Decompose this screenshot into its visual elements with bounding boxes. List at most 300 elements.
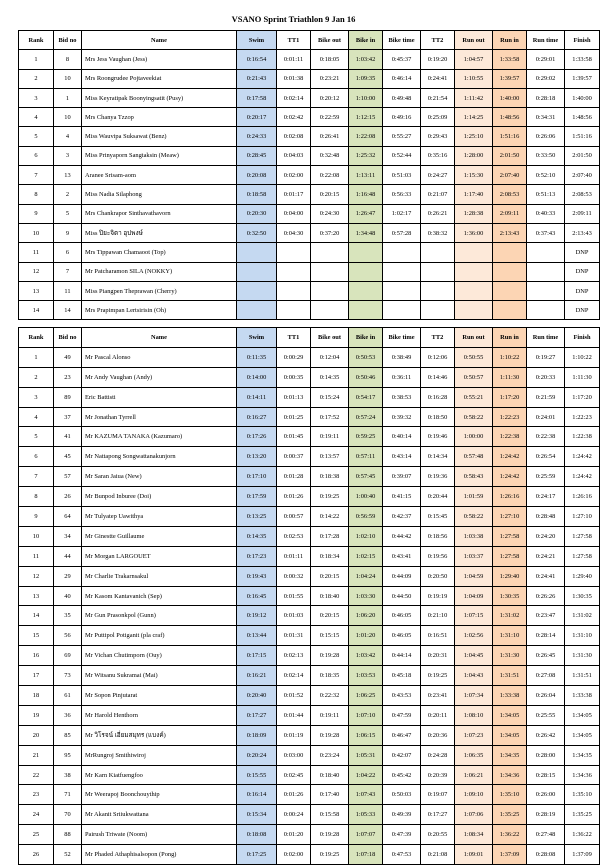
cell-finish: 1:31:30 — [565, 646, 600, 666]
cell-bib-no: 73 — [54, 666, 82, 686]
men-results-table — [18, 327, 600, 865]
cell-run-time: 0:21:59 — [527, 387, 565, 407]
cell-name: Mr Tulyatep Uawithya — [82, 507, 237, 527]
cell-tt1: 0:01:38 — [277, 69, 311, 88]
cell-run-out: 1:04:59 — [455, 566, 493, 586]
header-bib-no: Bid no — [54, 328, 82, 348]
cell-bike-out: 0:18:35 — [311, 666, 349, 686]
cell-run-time: 0:23:47 — [527, 606, 565, 626]
header-swim: Swim — [237, 31, 277, 50]
header-run-time: Run time — [527, 328, 565, 348]
cell-finish: 1:29:40 — [565, 566, 600, 586]
table-row — [19, 686, 600, 706]
cell-tt2: 0:24:41 — [421, 69, 455, 88]
cell-bike-in: 1:06:15 — [349, 725, 383, 745]
table-row — [19, 108, 600, 127]
cell-bike-time — [383, 301, 421, 320]
cell-tt2: 0:19:19 — [421, 586, 455, 606]
cell-swim: 0:16:54 — [237, 50, 277, 69]
cell-tt1: 0:01:44 — [277, 705, 311, 725]
cell-name: Miss Prinyaporn Sangtaksin (Meaw) — [82, 146, 237, 165]
cell-run-in: 1:36:22 — [493, 825, 527, 845]
cell-run-out: 1:25:10 — [455, 127, 493, 146]
cell-tt2: 0:35:16 — [421, 146, 455, 165]
cell-swim — [237, 243, 277, 262]
cell-bike-in: 1:12:15 — [349, 108, 383, 127]
cell-bike-out: 0:18:34 — [311, 546, 349, 566]
cell-bike-out: 0:19:11 — [311, 427, 349, 447]
cell-run-in: 1:31:10 — [493, 626, 527, 646]
cell-run-out — [455, 301, 493, 320]
cell-rank: 6 — [19, 447, 54, 467]
cell-bike-in: 1:00:40 — [349, 487, 383, 507]
men-results-body — [19, 347, 600, 864]
cell-run-in: 1:24:42 — [493, 447, 527, 467]
cell-bike-out: 0:18:40 — [311, 586, 349, 606]
cell-name: Miss Keyratipak Boonyingsatit (Pusy) — [82, 88, 237, 107]
cell-swim: 0:16:21 — [237, 666, 277, 686]
table-row — [19, 507, 600, 527]
cell-tt1: 0:00:24 — [277, 805, 311, 825]
cell-run-time: 0:28:48 — [527, 507, 565, 527]
cell-bike-out: 0:19:28 — [311, 646, 349, 666]
header-run-in: Run in — [493, 31, 527, 50]
cell-bike-out: 0:23:21 — [311, 69, 349, 88]
cell-name: Mr Witsanu Sukramai (Mai) — [82, 666, 237, 686]
cell-bib-no: 57 — [54, 467, 82, 487]
header-bike-time: Bike time — [383, 31, 421, 50]
cell-bib-no: 5 — [54, 204, 82, 223]
cell-name: Mr Harold Henthorn — [82, 705, 237, 725]
cell-rank: 9 — [19, 507, 54, 527]
cell-bike-in: 1:25:32 — [349, 146, 383, 165]
cell-bike-out: 0:24:30 — [311, 204, 349, 223]
cell-tt2: 0:38:32 — [421, 223, 455, 242]
cell-bike-in: 1:06:25 — [349, 686, 383, 706]
cell-tt1: 0:02:13 — [277, 646, 311, 666]
cell-bike-in — [349, 281, 383, 300]
cell-bike-in: 1:02:15 — [349, 546, 383, 566]
cell-bib-no: 56 — [54, 626, 82, 646]
cell-bike-time: 0:57:28 — [383, 223, 421, 242]
cell-tt1: 0:01:28 — [277, 467, 311, 487]
cell-rank: 18 — [19, 686, 54, 706]
table-row — [19, 185, 600, 204]
cell-tt1 — [277, 243, 311, 262]
cell-run-out: 0:58:22 — [455, 507, 493, 527]
cell-run-time: 0:26:42 — [527, 725, 565, 745]
cell-tt2: 0:29:43 — [421, 127, 455, 146]
cell-swim: 0:13:44 — [237, 626, 277, 646]
cell-bike-time: 0:47:59 — [383, 705, 421, 725]
cell-run-time — [527, 301, 565, 320]
cell-bike-out: 0:15:24 — [311, 387, 349, 407]
cell-swim: 0:16:27 — [237, 407, 277, 427]
cell-bike-out: 0:22:32 — [311, 686, 349, 706]
cell-run-time: 0:24:21 — [527, 546, 565, 566]
cell-run-in: 1:33:58 — [493, 50, 527, 69]
cell-run-in: 1:33:38 — [493, 686, 527, 706]
table-row — [19, 745, 600, 765]
cell-bike-in — [349, 243, 383, 262]
cell-bike-out: 0:15:15 — [311, 626, 349, 646]
cell-swim: 0:18:08 — [237, 825, 277, 845]
cell-rank: 2 — [19, 367, 54, 387]
cell-name: Mr Jonathan Tyrrell — [82, 407, 237, 427]
cell-bike-in: 0:56:59 — [349, 507, 383, 527]
cell-run-time: 0:34:31 — [527, 108, 565, 127]
cell-tt1: 0:00:57 — [277, 507, 311, 527]
header-rank: Rank — [19, 328, 54, 348]
cell-run-in: 1:26:16 — [493, 487, 527, 507]
cell-name: Mr Phaded Athaphisalsopon (Pong) — [82, 845, 237, 865]
cell-run-in: 1:34:35 — [493, 745, 527, 765]
cell-run-out: 1:07:34 — [455, 686, 493, 706]
cell-run-in — [493, 281, 527, 300]
cell-bike-out: 0:19:28 — [311, 725, 349, 745]
cell-run-in: 1:31:51 — [493, 666, 527, 686]
cell-run-out: 1:07:15 — [455, 606, 493, 626]
cell-finish: 2:07:40 — [565, 166, 600, 185]
cell-bike-out: 0:13:57 — [311, 447, 349, 467]
cell-name: Mrs Chankrapor Sinthavathavorn — [82, 204, 237, 223]
cell-run-out: 1:06:21 — [455, 765, 493, 785]
cell-finish: 2:13:43 — [565, 223, 600, 242]
cell-run-in: 1:24:42 — [493, 467, 527, 487]
table-row — [19, 387, 600, 407]
cell-bike-in: 0:50:46 — [349, 367, 383, 387]
cell-run-in: 1:39:57 — [493, 69, 527, 88]
cell-run-time: 0:26:54 — [527, 447, 565, 467]
cell-tt1: 0:04:30 — [277, 223, 311, 242]
cell-bib-no: 70 — [54, 805, 82, 825]
cell-run-in: 1:31:30 — [493, 646, 527, 666]
table-row — [19, 166, 600, 185]
cell-run-in: 1:35:25 — [493, 805, 527, 825]
cell-rank: 17 — [19, 666, 54, 686]
cell-rank: 13 — [19, 281, 54, 300]
cell-bike-time: 0:39:32 — [383, 407, 421, 427]
cell-finish: 1:27:58 — [565, 546, 600, 566]
cell-run-time: 0:51:13 — [527, 185, 565, 204]
cell-run-in: 1:17:20 — [493, 387, 527, 407]
cell-finish: 1:35:10 — [565, 785, 600, 805]
table-row — [19, 301, 600, 320]
cell-run-out: 0:58:22 — [455, 407, 493, 427]
women-results-table — [18, 30, 600, 320]
cell-bib-no: 35 — [54, 606, 82, 626]
cell-swim: 0:17:15 — [237, 646, 277, 666]
cell-bike-in: 1:03:53 — [349, 666, 383, 686]
cell-run-time: 0:27:08 — [527, 666, 565, 686]
cell-run-in: 2:09:11 — [493, 204, 527, 223]
cell-tt2: 0:20:36 — [421, 725, 455, 745]
cell-run-in: 1:40:00 — [493, 88, 527, 107]
cell-run-out — [455, 262, 493, 281]
cell-bib-no: 89 — [54, 387, 82, 407]
cell-run-out: 1:00:00 — [455, 427, 493, 447]
cell-bib-no: 41 — [54, 427, 82, 447]
header-tt2: TT2 — [421, 328, 455, 348]
cell-run-in: 1:22:38 — [493, 427, 527, 447]
cell-finish: 1:34:05 — [565, 705, 600, 725]
cell-rank: 22 — [19, 765, 54, 785]
cell-bib-no: 88 — [54, 825, 82, 845]
cell-bib-no: 37 — [54, 407, 82, 427]
cell-run-out: 0:55:21 — [455, 387, 493, 407]
cell-name: Mr Ginestte Guillaume — [82, 526, 237, 546]
cell-tt2: 0:21:08 — [421, 845, 455, 865]
cell-bike-in: 0:57:24 — [349, 407, 383, 427]
cell-bib-no: 2 — [54, 185, 82, 204]
cell-finish: DNP — [565, 301, 600, 320]
cell-bike-time: 0:43:41 — [383, 546, 421, 566]
header-finish: Finish — [565, 328, 600, 348]
cell-run-time: 0:28:00 — [527, 745, 565, 765]
table-row — [19, 666, 600, 686]
cell-name: Aranee Srisam-aom — [82, 166, 237, 185]
cell-swim: 0:16:14 — [237, 785, 277, 805]
cell-run-in: 1:37:09 — [493, 845, 527, 865]
cell-name: Miss Wauvipa Suksawat (Benz) — [82, 127, 237, 146]
cell-name: Miss Nadia Silaphong — [82, 185, 237, 204]
cell-run-in: 1:29:40 — [493, 566, 527, 586]
table-row — [19, 526, 600, 546]
table-row — [19, 546, 600, 566]
cell-finish: 1:22:38 — [565, 427, 600, 447]
cell-tt1: 0:04:03 — [277, 146, 311, 165]
cell-swim: 0:19:43 — [237, 566, 277, 586]
cell-run-time: 0:24:01 — [527, 407, 565, 427]
cell-name: Mrs Tippawan Chamaoot (Top) — [82, 243, 237, 262]
table-row — [19, 586, 600, 606]
cell-name: Mrs Roongrudee Pojtaveekiat — [82, 69, 237, 88]
cell-run-in: 1:27:58 — [493, 546, 527, 566]
cell-swim: 0:20:30 — [237, 204, 277, 223]
cell-bike-time: 0:44:50 — [383, 586, 421, 606]
cell-rank: 9 — [19, 204, 54, 223]
cell-tt1: 0:03:00 — [277, 745, 311, 765]
cell-run-time: 0:27:48 — [527, 825, 565, 845]
cell-swim — [237, 262, 277, 281]
cell-bike-in: 1:06:20 — [349, 606, 383, 626]
cell-run-in: 1:34:05 — [493, 705, 527, 725]
cell-tt1: 0:02:45 — [277, 765, 311, 785]
cell-tt1: 0:02:53 — [277, 526, 311, 546]
cell-bib-no: 4 — [54, 127, 82, 146]
cell-bike-time: 0:43:14 — [383, 447, 421, 467]
cell-rank: 16 — [19, 646, 54, 666]
cell-tt2: 0:14:34 — [421, 447, 455, 467]
cell-tt1: 0:00:29 — [277, 347, 311, 367]
cell-run-out: 0:57:48 — [455, 447, 493, 467]
cell-tt1: 0:02:08 — [277, 127, 311, 146]
cell-finish: DNP — [565, 243, 600, 262]
cell-finish: 1:27:10 — [565, 507, 600, 527]
cell-bike-out — [311, 301, 349, 320]
header-run-time: Run time — [527, 31, 565, 50]
cell-rank: 6 — [19, 146, 54, 165]
cell-run-in: 1:10:22 — [493, 347, 527, 367]
cell-run-out: 1:08:34 — [455, 825, 493, 845]
cell-run-out: 1:03:37 — [455, 546, 493, 566]
cell-name: Eric Battisti — [82, 387, 237, 407]
cell-tt2: 0:20:50 — [421, 566, 455, 586]
cell-bike-in: 1:13:11 — [349, 166, 383, 185]
cell-run-out: 1:17:40 — [455, 185, 493, 204]
cell-name: Miss ปิยะจิตา อุปพงษ์ — [82, 223, 237, 242]
cell-run-in — [493, 262, 527, 281]
cell-swim: 0:20:24 — [237, 745, 277, 765]
cell-run-in: 2:13:43 — [493, 223, 527, 242]
cell-bike-out: 0:19:11 — [311, 705, 349, 725]
cell-bike-out: 0:18:40 — [311, 765, 349, 785]
header-run-out: Run out — [455, 328, 493, 348]
cell-name: Mr Puttipol Potiganit (pla craf) — [82, 626, 237, 646]
cell-bike-out: 0:20:15 — [311, 606, 349, 626]
cell-bike-time: 0:46:05 — [383, 606, 421, 626]
cell-swim: 0:17:59 — [237, 487, 277, 507]
cell-run-out: 1:04:45 — [455, 646, 493, 666]
cell-run-time: 0:52:10 — [527, 166, 565, 185]
cell-bib-no: 9 — [54, 223, 82, 242]
cell-bib-no: 45 — [54, 447, 82, 467]
cell-name: Mr Sopon Pinjutarat — [82, 686, 237, 706]
cell-finish: 1:40:00 — [565, 88, 600, 107]
cell-bike-in: 1:34:48 — [349, 223, 383, 242]
table-row — [19, 347, 600, 367]
cell-bib-no: 7 — [54, 262, 82, 281]
cell-bike-time: 0:39:07 — [383, 467, 421, 487]
cell-finish: 1:48:56 — [565, 108, 600, 127]
cell-tt1: 0:02:14 — [277, 666, 311, 686]
cell-bike-time: 0:46:14 — [383, 69, 421, 88]
women-results-body — [19, 50, 600, 320]
table-row — [19, 825, 600, 845]
cell-run-time: 0:29:01 — [527, 50, 565, 69]
cell-run-out: 1:04:43 — [455, 666, 493, 686]
cell-tt1: 0:01:26 — [277, 785, 311, 805]
cell-bib-no: 10 — [54, 108, 82, 127]
cell-bike-in: 0:59:25 — [349, 427, 383, 447]
cell-rank: 12 — [19, 262, 54, 281]
cell-run-out: 1:10:55 — [455, 69, 493, 88]
cell-finish: 1:36:22 — [565, 825, 600, 845]
cell-run-out: 1:03:38 — [455, 526, 493, 546]
cell-bike-time: 0:47:39 — [383, 825, 421, 845]
cell-run-in: 2:07:40 — [493, 166, 527, 185]
cell-tt1: 0:01:19 — [277, 725, 311, 745]
cell-tt2: 0:16:51 — [421, 626, 455, 646]
cell-swim: 0:13:20 — [237, 447, 277, 467]
cell-bib-no: 61 — [54, 686, 82, 706]
cell-swim: 0:17:10 — [237, 467, 277, 487]
table-row — [19, 223, 600, 242]
cell-rank: 1 — [19, 347, 54, 367]
cell-name: Mrs Prapimpan Lertsirisin (Oh) — [82, 301, 237, 320]
cell-tt1: 0:02:14 — [277, 88, 311, 107]
cell-finish: 2:08:53 — [565, 185, 600, 204]
cell-tt1: 0:01:25 — [277, 407, 311, 427]
table-row — [19, 646, 600, 666]
cell-run-out: 1:36:00 — [455, 223, 493, 242]
cell-tt1: 0:00:35 — [277, 367, 311, 387]
cell-bike-out: 0:14:35 — [311, 367, 349, 387]
cell-rank: 10 — [19, 223, 54, 242]
cell-bike-time: 0:49:16 — [383, 108, 421, 127]
cell-name: Mr Charlie Trakarnsakul — [82, 566, 237, 586]
cell-name: Mrs Jess Vaughan (Jess) — [82, 50, 237, 69]
table-row — [19, 204, 600, 223]
cell-finish: 1:24:42 — [565, 467, 600, 487]
cell-finish: 1:34:35 — [565, 745, 600, 765]
cell-finish: 1:51:16 — [565, 127, 600, 146]
cell-bike-out: 0:19:25 — [311, 845, 349, 865]
cell-tt2: 0:24:28 — [421, 745, 455, 765]
cell-name: Mr Saran Jaiua (New) — [82, 467, 237, 487]
cell-bike-time: 0:46:47 — [383, 725, 421, 745]
cell-swim: 0:21:43 — [237, 69, 277, 88]
cell-swim: 0:11:35 — [237, 347, 277, 367]
table-row — [19, 626, 600, 646]
cell-bib-no: 71 — [54, 785, 82, 805]
header-name: Name — [82, 31, 237, 50]
cell-rank: 14 — [19, 606, 54, 626]
header-bike-in: Bike in — [349, 328, 383, 348]
cell-name: Mr Andy Vaughan (Andy) — [82, 367, 237, 387]
table-row — [19, 281, 600, 300]
cell-bib-no: 34 — [54, 526, 82, 546]
cell-swim: 0:20:40 — [237, 686, 277, 706]
cell-swim: 0:14:35 — [237, 526, 277, 546]
cell-name: Mr Karn Kiatfuengfoo — [82, 765, 237, 785]
cell-rank: 1 — [19, 50, 54, 69]
cell-bike-out — [311, 262, 349, 281]
cell-swim: 0:13:25 — [237, 507, 277, 527]
cell-tt2: 0:18:50 — [421, 407, 455, 427]
table-row — [19, 785, 600, 805]
cell-run-out: 1:11:42 — [455, 88, 493, 107]
cell-run-out: 1:08:10 — [455, 705, 493, 725]
cell-run-in: 1:51:16 — [493, 127, 527, 146]
cell-run-time — [527, 262, 565, 281]
cell-swim: 0:14:00 — [237, 367, 277, 387]
table-row — [19, 705, 600, 725]
cell-finish: 1:17:20 — [565, 387, 600, 407]
cell-bike-in: 1:22:08 — [349, 127, 383, 146]
cell-bike-out — [311, 243, 349, 262]
cell-run-in: 1:35:10 — [493, 785, 527, 805]
cell-tt2: 0:24:27 — [421, 166, 455, 185]
header-bike-time: Bike time — [383, 328, 421, 348]
cell-run-out: 1:07:23 — [455, 725, 493, 745]
header-rank: Rank — [19, 31, 54, 50]
cell-bike-time: 0:51:03 — [383, 166, 421, 185]
cell-name: Mr KAZUMA TANAKA (Kazumaro) — [82, 427, 237, 447]
table-row — [19, 566, 600, 586]
cell-bib-no: 85 — [54, 725, 82, 745]
cell-bike-in: 0:57:11 — [349, 447, 383, 467]
cell-run-out: 0:50:57 — [455, 367, 493, 387]
cell-run-time: 0:29:02 — [527, 69, 565, 88]
cell-tt2: 0:19:46 — [421, 427, 455, 447]
cell-name: Mr Morgan LARGOUET — [82, 546, 237, 566]
cell-swim: 0:17:58 — [237, 88, 277, 107]
cell-bike-out: 0:20:15 — [311, 566, 349, 586]
table-row — [19, 487, 600, 507]
cell-tt1 — [277, 262, 311, 281]
cell-run-in: 1:27:10 — [493, 507, 527, 527]
